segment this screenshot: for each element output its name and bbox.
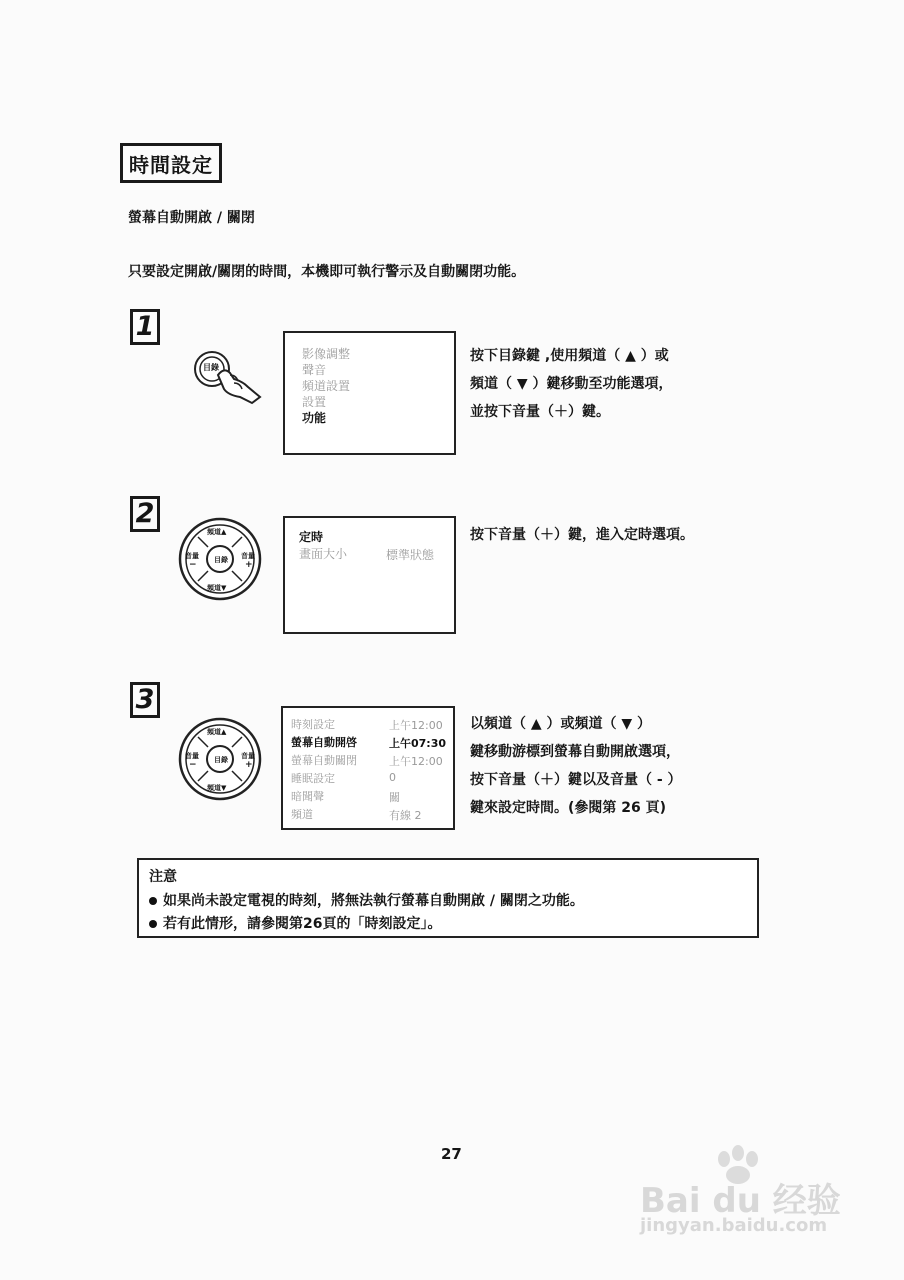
menu-item: 睡眠設定 [291,772,335,785]
section-subtitle: 螢幕自動開啟 / 關閉 [128,210,255,226]
menu-item: 頻道 [291,808,313,821]
channel-down-label: 頻道▼ [207,584,227,592]
menu-item-value: 0 [389,771,396,784]
note-line-text: 如果尚未設定電視的時刻，將無法執行螢幕自動開啟 / 關閉之功能。 [163,893,584,909]
step-3-number: 3 [130,682,160,718]
menu-item-value: 上午12:00 [389,719,443,732]
menu-item-active: 定時 [299,530,324,544]
menu-item: 畫面大小 [299,547,348,561]
intro-text: 只要設定開啟/關閉的時間，本機即可執行警示及自動關閉功能。 [128,264,526,280]
step-1-number: 1 [130,309,160,345]
menu-button-label: 目錄 [203,363,219,372]
note-title: 注意 [149,869,177,885]
step-2-instructions [470,521,694,549]
hand-press-icon [190,345,265,405]
watermark [640,1145,850,1245]
menu-item: 影像調整 [302,347,351,361]
note-line [149,890,584,910]
instruction-line: 按下目錄鍵 ,使用頻道（ ▲ ）或 [470,348,669,364]
section-title: 時間設定 [120,143,222,183]
instruction-line: 頻道（ ▼ ）鍵移動至功能選項， [470,376,673,392]
menu-center-label: 目錄 [214,756,228,764]
volume-minus-label: 音量 [185,752,199,760]
note-line-text: 若有此情形，請參閱第26頁的「時刻設定」。 [163,916,442,932]
channel-up-label: 頻道▲ [207,528,227,536]
instruction-line: 按下音量（＋）鍵以及音量（ - ） [470,772,682,788]
channel-up-label: 頻道▲ [207,728,227,736]
menu-item-value-active: 上午07:30 [389,737,447,750]
menu-item-active: 螢幕自動開啓 [291,736,357,749]
step-2-number: 2 [130,496,160,532]
remote-dpad-illustration [178,717,262,801]
menu-item: 暗聞聲 [291,790,324,803]
menu-item: 時刻設定 [291,718,335,731]
instruction-line: 鍵移動游標到螢幕自動開啟選項， [470,744,680,760]
step-3-instructions [470,710,682,822]
volume-plus-sign: + [245,760,253,770]
watermark-brand: Bai du 经验 [640,1181,841,1221]
volume-plus-label: 音量 [241,752,255,760]
menu-item-value: 關 [389,791,400,804]
menu-center-label: 目錄 [214,556,228,564]
note-line [149,913,441,933]
menu-item-active: 功能 [302,411,327,425]
menu-item-value: 上午12:00 [389,755,443,768]
menu-item-value: 標準狀態 [386,548,435,562]
menu-item: 設置 [302,395,327,409]
page-number: 27 [441,1145,462,1163]
instruction-line: 鍵來設定時間。(參閱第 26 頁) [470,800,667,816]
step-3-menu-screen [281,706,455,830]
bullet-icon [149,897,157,905]
volume-minus-sign: − [189,560,197,570]
note-box [137,858,759,938]
step-1-menu-screen [283,331,456,455]
menu-item: 螢幕自動關閉 [291,754,357,767]
menu-item: 頻道設置 [302,379,351,393]
remote-dpad-illustration [178,517,262,601]
menu-item-value: 有線 2 [389,809,422,822]
watermark-url: jingyan.baidu.com [640,1215,828,1236]
instruction-line: 以頻道（ ▲ ）或頻道（ ▼ ） [470,716,652,732]
channel-down-label: 頻道▼ [207,784,227,792]
volume-minus-sign: − [189,760,197,770]
menu-item: 聲音 [302,363,327,377]
instruction-line: 按下音量（＋）鍵，進入定時選項。 [470,527,694,543]
volume-plus-label: 音量 [241,552,255,560]
volume-plus-sign: + [245,560,253,570]
step-2-menu-screen [283,516,456,634]
bullet-icon [149,920,157,928]
instruction-line: 並按下音量（＋）鍵。 [470,404,610,420]
step-1-instructions [470,342,673,426]
volume-minus-label: 音量 [185,552,199,560]
menu-button-press-illustration [190,345,265,405]
